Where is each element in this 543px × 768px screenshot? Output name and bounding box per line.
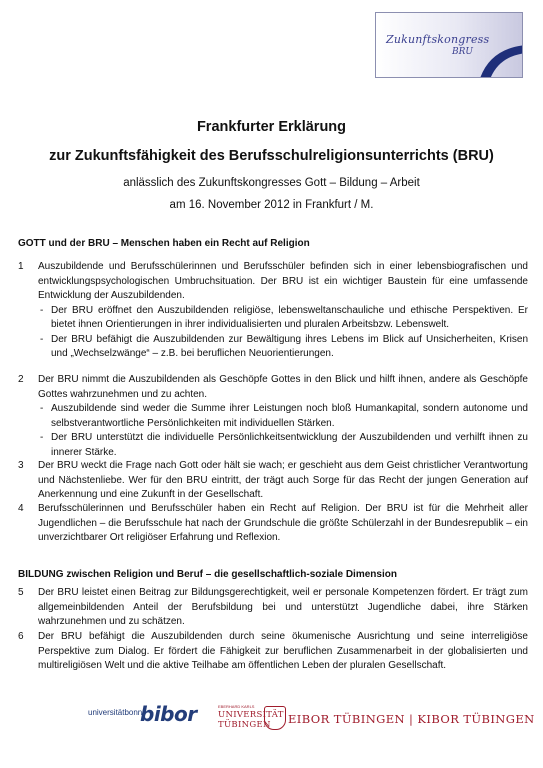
tuebingen-logo-mid: UNIVERSITÄT (218, 710, 284, 720)
sub-item: - Auszubildende sind weder die Summe ihrer Leistungen noch bloß Humankapital, sondern autonome und selbstverantwortliche Persönlichkeiten mit individuellen Stärken. (51, 402, 528, 431)
item-text: Berufsschülerinnen und Berufsschüler haben ein Recht auf Religion. Der BRU ist für die Mehrheit aller Jugendlichen – die Berufsschule hat nach der Grundschule die größte Schülerzahl in der Bundesrepublik – ein unverzichtbarer Ort religiöser Erfahrung und Reflexion. (38, 503, 528, 543)
list-item (18, 502, 528, 546)
item-number: 3 (18, 460, 24, 471)
list-item (18, 586, 528, 630)
zukunftskongress-logo (375, 12, 523, 78)
sub-item: - Der BRU unterstützt die individuelle Persönlichkeitsentwicklung der Auszubildenden und verhilft ihnen zu innerer Stärke. (51, 431, 528, 460)
item-number: 1 (18, 261, 24, 272)
item-text: Der BRU befähigt die Auszubildenden durch seine ökumenische Ausrichtung und seine interreligiöse Perspektive zum Dialog. Er fördert die Fähigkeit zur beruflichen Zusammenarbeit in der globalisierten und multireligiösen Welt und die aktive Teilhabe am öffentlichen Leben der pluralen Gesellschaft. (38, 631, 528, 671)
sub-item: - Der BRU befähigt die Auszubildenden zur Bewältigung ihres Lebens im Blick auf Unsicherheiten, Krisen und „Wechselzwänge“ – z.B. bei beruflichen Neuorientierungen. (51, 333, 528, 362)
item-text: Auszubildende und Berufsschülerinnen und Berufsschüler befinden sich in einer lebensbiografischen und entwicklungspsychologischen Umbruchsituation. Der BRU ist ein wichtiger Baustein für eine umfassende Entwicklung der Auszubildenden. (38, 261, 528, 301)
sub-item: - Der BRU eröffnet den Auszubildenden religiöse, lebensweltanschauliche und ethische Perspektiven. Er bietet ihnen Orientierungen in ihrer individualisierten und pluralen Arbeitsbzw. Lebenswelt. (51, 304, 528, 333)
bibor-logo: bibor (140, 702, 197, 726)
tuebingen-logo-top: EBERHARD KARLS (218, 704, 255, 709)
footer-logos (0, 700, 543, 740)
item-text: Der BRU weckt die Frage nach Gott oder hält sie wach; er geschieht aus dem Geist christlicher Verantwortung und Nächstenliebe. Wer für den BRU eintritt, der trägt auch Sorge für das Recht der jungen Generation auf Anerkennung und eine Zukunft in der Gesellschaft. (38, 460, 528, 500)
list-item (18, 459, 528, 503)
tuebingen-seal-icon (264, 706, 286, 730)
list-item (18, 630, 528, 674)
item-text: Der BRU nimmt die Auszubildenden als Geschöpfe Gottes in den Blick und hilft ihnen, andere als Geschöpfe Gottes wahrzunehmen und zu achten. (38, 374, 528, 400)
item-number: 2 (18, 374, 24, 385)
document-title: Frankfurter Erklärung (196, 119, 347, 135)
section-heading-bildung: BILDUNG zwischen Religion und Beruf – die gesellschaftlich-soziale Dimension (18, 569, 397, 580)
logo-swoosh-icon (466, 39, 523, 78)
item-number: 5 (18, 587, 24, 598)
item-text: Der BRU leistet einen Beitrag zur Bildungsgerechtigkeit, weil er personale Kompetenzen fördert. Er trägt zum allgemeinbildenden Anteil der Berufsbildung bei und unterstützt Jugendliche dabei, ihre Stärken wahrzunehmen und zu schätzen. (38, 587, 528, 627)
eibor-kibor-logo: EIBOR TÜBINGEN | KIBOR TÜBINGEN (288, 712, 535, 726)
list-item (18, 260, 528, 362)
tuebingen-logo-bottom: TÜBINGEN (218, 720, 271, 730)
list-item (18, 373, 528, 460)
logo-line-1: Zukunftskongress (386, 33, 490, 46)
universitaet-bonn-logo: universitätbonn (88, 708, 143, 717)
date-line: am 16. November 2012 in Frankfurt / M. (169, 199, 374, 211)
section-heading-gott: GOTT und der BRU – Menschen haben ein Recht auf Religion (18, 238, 310, 249)
item-number: 6 (18, 631, 24, 642)
occasion-line: anlässlich des Zukunftskongresses Gott – Bildung – Arbeit (123, 177, 420, 189)
item-number: 4 (18, 503, 24, 514)
document-subtitle: zur Zukunftsfähigkeit des Berufsschulreligionsunterrichts (BRU) (49, 148, 494, 164)
logo-line-2: BRU (452, 47, 473, 57)
